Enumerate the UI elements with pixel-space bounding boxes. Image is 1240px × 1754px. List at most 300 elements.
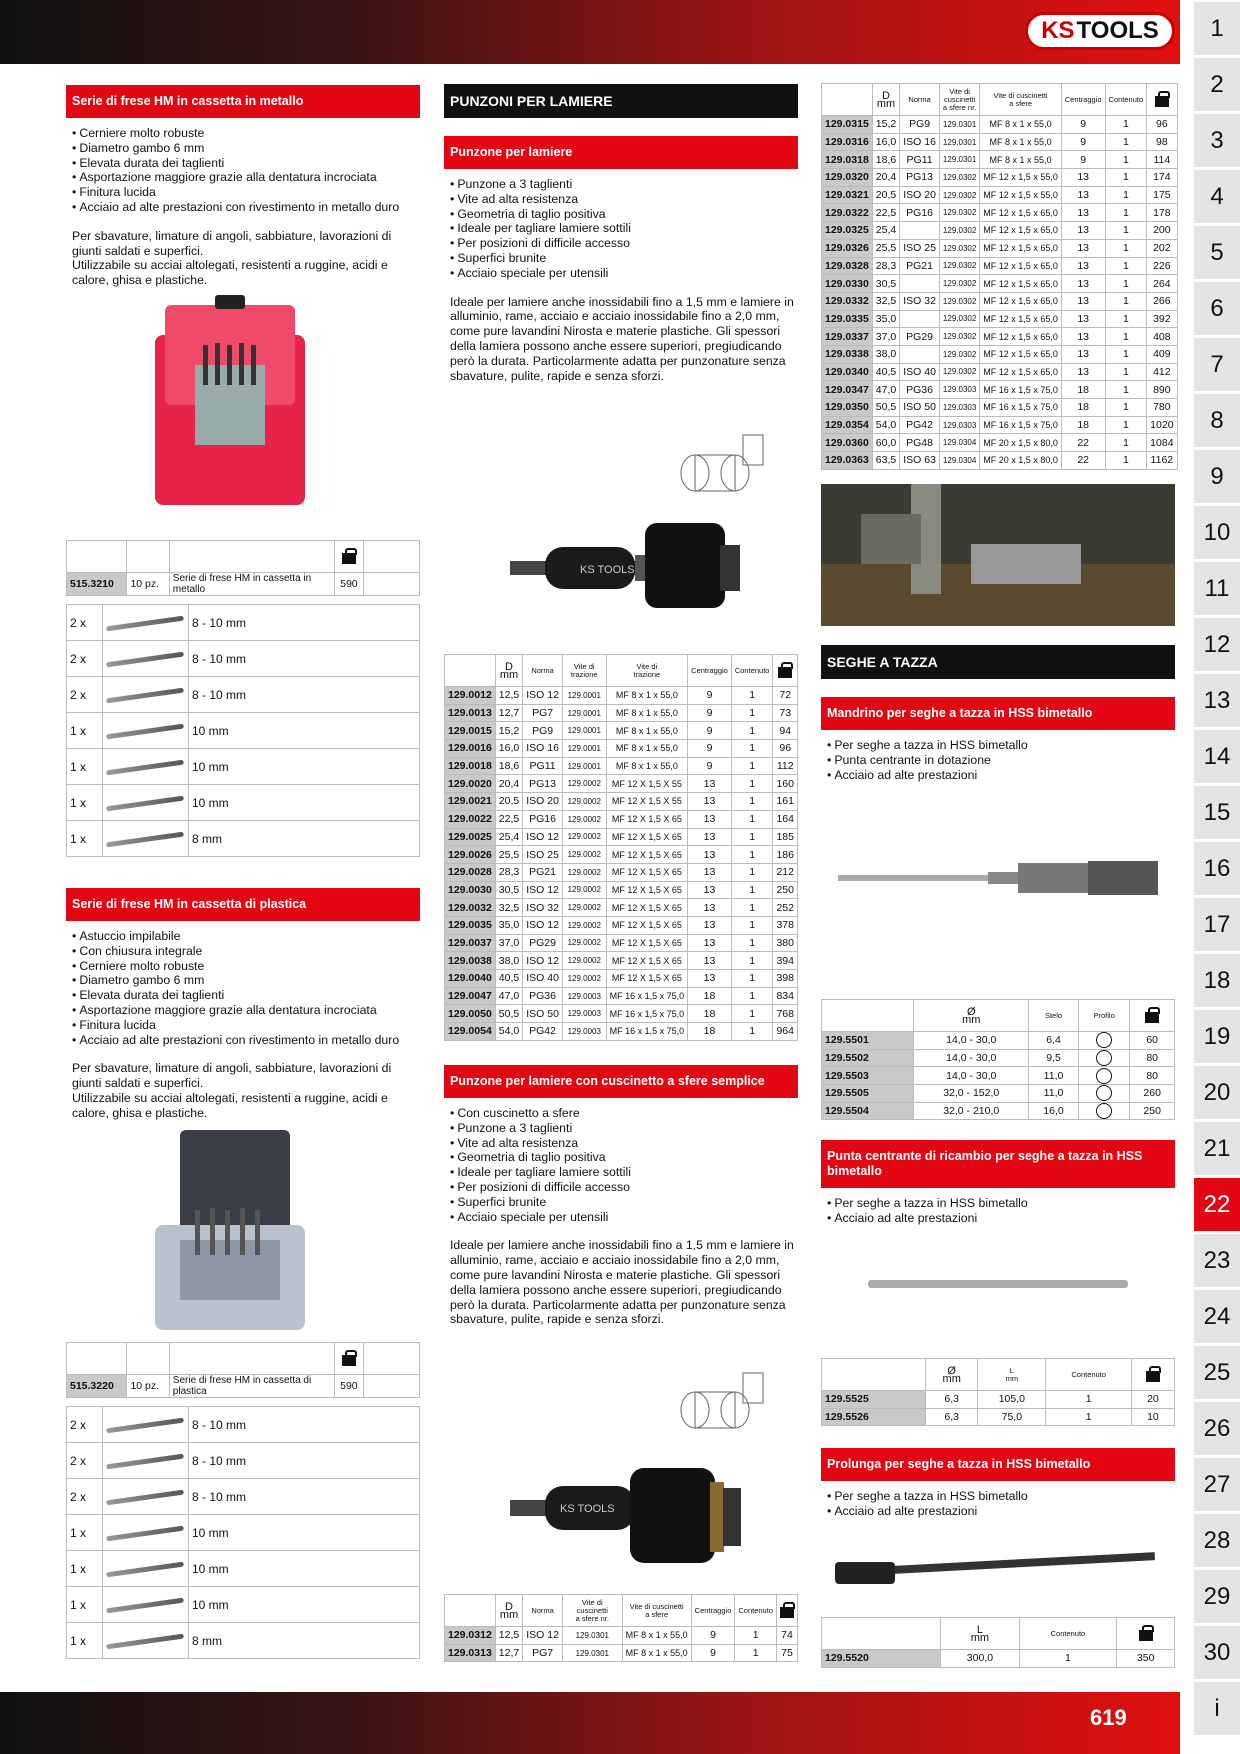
cell-2: PG16 (523, 810, 563, 828)
cell-6: 1 (731, 793, 773, 811)
cell-6: 1 (1105, 133, 1147, 151)
cell-5: 9 (688, 722, 732, 740)
item-image (103, 1479, 189, 1515)
cell-7: 186 (773, 846, 798, 864)
cell-4: MF 8 x 1 x 55,0 (980, 133, 1062, 151)
cell-7: 226 (1147, 257, 1177, 275)
cell-0: 129.0337 (822, 328, 873, 346)
tab-11[interactable]: 11 (1194, 562, 1240, 615)
cell-1: 15,2 (872, 116, 899, 134)
tab-16[interactable]: 16 (1194, 842, 1240, 895)
cell-6: 1 (1105, 222, 1147, 240)
cell-0: 129.0016 (445, 740, 496, 758)
item-image (103, 1551, 189, 1587)
item-qty: 1 x (67, 749, 103, 785)
cell-1: 6,3 (926, 1408, 978, 1426)
cell-0: 129.0330 (822, 275, 873, 293)
header-cell: Vite di cuscinetti a sfere nr. (939, 84, 979, 116)
cell-shank: 11,0 (1029, 1085, 1079, 1103)
cell-1: 28,3 (872, 257, 899, 275)
cell-0: 129.0316 (822, 133, 873, 151)
burr-icon (106, 831, 184, 847)
cell-7: 202 (1147, 239, 1177, 257)
right-table1-wrap (821, 83, 1175, 470)
cell-0: 129.0360 (822, 434, 873, 452)
header-cell: Profilo (1078, 1000, 1129, 1032)
punch-bearing-table-2 (821, 83, 1178, 470)
table-row (445, 881, 798, 899)
cell-7: 964 (773, 1023, 798, 1041)
table-row (445, 1644, 798, 1662)
cell-0: 129.0347 (822, 381, 873, 399)
cell-2: PG9 (900, 116, 940, 134)
bullet-item: • Per posizioni di difficile accesso (450, 236, 798, 251)
table-row (822, 1391, 1175, 1409)
table-row (67, 713, 420, 749)
table-row (445, 899, 798, 917)
tab-5[interactable]: 5 (1194, 226, 1240, 279)
cell-2: ISO 12 (523, 687, 563, 705)
tab-15[interactable]: 15 (1194, 786, 1240, 839)
cell-3: 129.0304 (939, 452, 979, 470)
tab-21[interactable]: 21 (1194, 1122, 1240, 1175)
cell-5: 18 (688, 1005, 732, 1023)
tab-26[interactable]: 26 (1194, 1402, 1240, 1455)
cell-5: 13 (688, 934, 732, 952)
cell-4: 20 (1131, 1391, 1174, 1409)
table-row (822, 204, 1178, 222)
section-title: Prolunga per seghe a tazza in HSS bimetallo (821, 1448, 1175, 1481)
cell-7: 178 (1147, 204, 1177, 222)
burr-icon (106, 1597, 184, 1613)
cell-3: 129.0302 (939, 257, 979, 275)
cell-7: 378 (773, 916, 798, 934)
cell-6: 1 (1105, 416, 1147, 434)
table-row (822, 1067, 1175, 1085)
cell-0: 129.0325 (822, 222, 873, 240)
right-column-2 (821, 645, 1175, 782)
tab-8[interactable]: 8 (1194, 394, 1240, 447)
header-weight (777, 1595, 798, 1627)
cell-2: ISO 50 (523, 1005, 563, 1023)
cell-7: 1084 (1147, 434, 1177, 452)
cell-3: 129.0002 (562, 775, 606, 793)
cell-5: 13 (688, 828, 732, 846)
cell-1: 30,5 (495, 881, 522, 899)
bullet-item: • Superfici brunite (450, 251, 798, 266)
tab-17[interactable]: 17 (1194, 898, 1240, 951)
cell-1: 28,3 (495, 863, 522, 881)
bullet-item: • Per posizioni di difficile accesso (450, 1180, 798, 1195)
cell-2 (900, 345, 940, 363)
table-row (445, 704, 798, 722)
tab-7[interactable]: 7 (1194, 338, 1240, 391)
cell-3: 129.0001 (562, 687, 606, 705)
cell-4: MF 12 X 1,5 X 65 (606, 846, 688, 864)
bullet-list (444, 1106, 798, 1224)
bullet-item: • Vite ad alta resistenza (450, 192, 798, 207)
product-table (66, 540, 420, 596)
cell-6: 1 (1105, 381, 1147, 399)
bullet-list (66, 126, 420, 215)
burr-icon (106, 1561, 184, 1577)
cell-4: MF 8 x 1 x 55,0 (980, 116, 1062, 134)
cell-4: MF 16 x 1,5 x 75,0 (980, 416, 1062, 434)
cell-5: 13 (1061, 222, 1105, 240)
bullet-item: • Elevata durata dei taglienti (72, 156, 420, 171)
cell-code: 129.5501 (822, 1032, 914, 1050)
cell-3: 129.0001 (562, 722, 606, 740)
table-row (445, 687, 798, 705)
cell-1: 37,0 (872, 328, 899, 346)
cell-2: PG11 (900, 151, 940, 169)
cell-diameter: 14,0 - 30,0 (914, 1032, 1029, 1050)
table-row (445, 828, 798, 846)
cell-0: 129.0332 (822, 292, 873, 310)
cell-weight: 80 (1130, 1049, 1175, 1067)
table-row (822, 1049, 1175, 1067)
bullet-item: • Con cuscinetto a sfere (450, 1106, 798, 1121)
cell-3: 129.0003 (562, 1023, 606, 1041)
chapter-tabs (1194, 0, 1240, 1754)
cell-0: 129.5525 (822, 1391, 926, 1409)
cell-1: 63,5 (872, 452, 899, 470)
tab-3[interactable]: 3 (1194, 114, 1240, 167)
tab-12[interactable]: 12 (1194, 618, 1240, 671)
cell-0: 129.0026 (445, 846, 496, 864)
item-size: 8 mm (189, 821, 420, 857)
cell-1: 18,6 (495, 757, 522, 775)
table-row (822, 399, 1178, 417)
cell-4: MF 12 x 1,5 x 65,0 (980, 257, 1062, 275)
cell-0: 129.0321 (822, 186, 873, 204)
weight-icon (1155, 91, 1169, 107)
cell-5: 13 (688, 881, 732, 899)
section-title: Mandrino per seghe a tazza in HSS bimetallo (821, 697, 1175, 730)
table-row (445, 1023, 798, 1041)
tab-6[interactable]: 6 (1194, 282, 1240, 335)
cell-6: 1 (1105, 434, 1147, 452)
cell-2: PG48 (900, 434, 940, 452)
cell-2 (900, 222, 940, 240)
table-header (445, 655, 798, 687)
cell-3: 129.0001 (562, 757, 606, 775)
tab-27[interactable]: 27 (1194, 1458, 1240, 1511)
bullet-item: • Finitura lucida (72, 1018, 420, 1033)
header-cell: Stelo (1029, 1000, 1079, 1032)
cell-5: 9 (1061, 151, 1105, 169)
cell-4: MF 12 x 1,5 x 55,0 (980, 169, 1062, 187)
cell-6: 1 (731, 846, 773, 864)
cell-3: 129.0302 (939, 275, 979, 293)
section-title: Punzone per lamiere (444, 136, 798, 169)
cell-5: 9 (691, 1644, 735, 1662)
cell-2: PG21 (900, 257, 940, 275)
weight-icon (1146, 1366, 1160, 1382)
cell-6: 1 (731, 934, 773, 952)
cell-2: ISO 20 (523, 793, 563, 811)
section-title: Punta centrante di ricambio per seghe a tazza in HSS bimetallo (821, 1140, 1175, 1188)
cell-3: 129.0302 (939, 292, 979, 310)
cell-diameter: 32,0 - 152,0 (914, 1085, 1029, 1103)
cell-3: 129.0002 (562, 828, 606, 846)
table-row (822, 363, 1178, 381)
cell-7: 394 (773, 952, 798, 970)
workshop-photo (821, 484, 1175, 626)
header-cell: Vite di cuscinetti a sfere (622, 1595, 691, 1627)
cell-3: 129.0002 (562, 863, 606, 881)
cell-3: 129.0002 (562, 916, 606, 934)
cell-7: 212 (773, 863, 798, 881)
cell-1: 35,0 (872, 310, 899, 328)
tab-23[interactable]: 23 (1194, 1234, 1240, 1287)
weight-icon (1145, 1007, 1159, 1023)
burr-icon (106, 795, 184, 811)
product-desc: Serie di frese HM in cassetta in metallo (169, 573, 334, 596)
tab-10[interactable]: 10 (1194, 506, 1240, 559)
cell-5: 13 (1061, 363, 1105, 381)
cell-profile (1078, 1067, 1129, 1085)
tab-13[interactable]: 13 (1194, 674, 1240, 727)
tab-19[interactable]: 19 (1194, 1010, 1240, 1063)
cell-4: MF 12 x 1,5 x 65,0 (980, 292, 1062, 310)
cell-7: 160 (773, 775, 798, 793)
cell-4: MF 12 X 1,5 X 65 (606, 934, 688, 952)
tab-24[interactable]: 24 (1194, 1290, 1240, 1343)
tab-1[interactable]: 1 (1194, 2, 1240, 55)
cell-7: 834 (773, 987, 798, 1005)
tab-2[interactable]: 2 (1194, 58, 1240, 111)
bullet-item: • Diametro gambo 6 mm (72, 141, 420, 156)
table-row (445, 1627, 798, 1645)
cell-7: 408 (1147, 328, 1177, 346)
cell-0: 129.0030 (445, 881, 496, 899)
ks-tools-logo: KS TOOLS (1025, 12, 1175, 50)
table-row (822, 222, 1178, 240)
cell-2: 1 (1019, 1650, 1117, 1668)
item-image (103, 1623, 189, 1659)
tab-25[interactable]: 25 (1194, 1346, 1240, 1399)
extension-table (821, 1617, 1175, 1668)
cell-7: 264 (1147, 275, 1177, 293)
set-content-table (66, 1406, 420, 1659)
cell-code: 129.5502 (822, 1049, 914, 1067)
cell-4: MF 8 x 1 x 55,0 (622, 1627, 691, 1645)
cell-3: 129.0002 (562, 970, 606, 988)
header-cell: D mm (872, 84, 899, 116)
cell-weight: 260 (1130, 1085, 1175, 1103)
pilot-drill-photo (868, 1272, 1128, 1296)
cell-3: 129.0302 (939, 310, 979, 328)
bullet-item: • Diametro gambo 6 mm (72, 973, 420, 988)
cell-7: 112 (773, 757, 798, 775)
tab-28[interactable]: 28 (1194, 1514, 1240, 1567)
cell-0: 129.5526 (822, 1408, 926, 1426)
item-qty: 2 x (67, 677, 103, 713)
item-image (103, 1587, 189, 1623)
cell-3: 129.0002 (562, 846, 606, 864)
cell-1: 12,5 (495, 687, 522, 705)
cell-1: 25,4 (495, 828, 522, 846)
tab-30[interactable]: 30 (1194, 1626, 1240, 1679)
table-row (445, 757, 798, 775)
bullet-item: • Asportazione maggiore grazie alla dentatura incrociata (72, 170, 420, 185)
cell-4: MF 12 x 1,5 x 65,0 (980, 222, 1062, 240)
left-column (66, 85, 420, 288)
punch-table (444, 654, 798, 1041)
left-table1-wrap (66, 540, 420, 857)
cell-1: 32,5 (872, 292, 899, 310)
item-qty: 1 x (67, 1623, 103, 1659)
product-qty: 10 pz. (127, 1375, 169, 1398)
table-row (445, 793, 798, 811)
product-qty: 10 pz. (127, 573, 169, 596)
table-row (445, 775, 798, 793)
table-header (822, 1618, 1175, 1650)
cell-0: 129.0350 (822, 399, 873, 417)
middle-column (444, 84, 798, 383)
item-size: 8 - 10 mm (189, 1443, 420, 1479)
cell-0: 129.0315 (822, 116, 873, 134)
cell-5: 13 (1061, 169, 1105, 187)
cell-0: 129.5520 (822, 1650, 941, 1668)
cell-0: 129.0338 (822, 345, 873, 363)
product-weight: 590 (334, 573, 363, 596)
cell-3: 129.0303 (939, 416, 979, 434)
product-desc: Serie di frese HM in cassetta di plastica (169, 1375, 334, 1398)
item-size: 10 mm (189, 749, 420, 785)
top-banner (0, 0, 1180, 64)
right-table4-wrap (821, 1617, 1175, 1668)
table-row (822, 345, 1178, 363)
cell-2: PG29 (523, 934, 563, 952)
cell-6: 1 (735, 1627, 777, 1645)
cell-2: PG16 (900, 204, 940, 222)
cell-6: 1 (731, 740, 773, 758)
cell-1: 38,0 (495, 952, 522, 970)
tab-18[interactable]: 18 (1194, 954, 1240, 1007)
item-qty: 1 x (67, 1587, 103, 1623)
bullet-item: • Con chiusura integrale (72, 944, 420, 959)
cell-3: 129.0302 (939, 186, 979, 204)
cell-6: 1 (735, 1644, 777, 1662)
header-cell: D mm (495, 655, 522, 687)
cell-7: 73 (773, 704, 798, 722)
cell-1: 25,4 (872, 222, 899, 240)
tab-i[interactable]: i (1194, 1682, 1240, 1735)
table-header (822, 1359, 1175, 1391)
bullet-item: • Acciaio ad alte prestazioni (827, 1211, 1175, 1226)
burr-icon (106, 759, 184, 775)
table-row (822, 292, 1178, 310)
bullet-item: • Vite ad alta resistenza (450, 1136, 798, 1151)
cell-4: MF 12 x 1,5 x 65,0 (980, 239, 1062, 257)
tab-20[interactable]: 20 (1194, 1066, 1240, 1119)
cell-2: ISO 12 (523, 1627, 563, 1645)
cell-4: MF 12 X 1,5 X 65 (606, 916, 688, 934)
product-weight: 590 (334, 1375, 363, 1398)
cell-2: ISO 16 (523, 740, 563, 758)
burr-icon (106, 1417, 184, 1433)
punch-bearing-table (444, 1594, 798, 1662)
cell-2: PG11 (523, 757, 563, 775)
tab-14[interactable]: 14 (1194, 730, 1240, 783)
cell-7: 409 (1147, 345, 1177, 363)
table-row (822, 116, 1178, 134)
cell-5: 13 (1061, 310, 1105, 328)
table-row (822, 1408, 1175, 1426)
cell-6: 1 (731, 810, 773, 828)
tab-22[interactable]: 22 (1194, 1178, 1240, 1231)
table-row (822, 133, 1178, 151)
punch-label: KS TOOLS (560, 1503, 615, 1515)
cell-6: 1 (1105, 345, 1147, 363)
cell-2: ISO 63 (900, 452, 940, 470)
cell-2: PG7 (523, 704, 563, 722)
cell-3: 1 (1046, 1408, 1131, 1426)
header-cell: Vite di trazione (562, 655, 606, 687)
table-row (67, 821, 420, 857)
cell-0: 129.0363 (822, 452, 873, 470)
cell-3: 129.0301 (562, 1627, 622, 1645)
table-row (822, 416, 1178, 434)
bullet-item: • Acciaio ad alte prestazioni (827, 1504, 1175, 1519)
chapter-heading: PUNZONI PER LAMIERE (444, 84, 798, 118)
bullet-list (821, 1196, 1175, 1226)
bullet-list (66, 929, 420, 1047)
cell-6: 1 (731, 863, 773, 881)
table-row (445, 1005, 798, 1023)
extension-photo (835, 1540, 1165, 1600)
cell-6: 1 (731, 916, 773, 934)
cell-2: 75,0 (978, 1408, 1046, 1426)
cell-4: MF 12 X 1,5 X 65 (606, 952, 688, 970)
burr-icon (106, 1633, 184, 1649)
cell-2: ISO 50 (900, 399, 940, 417)
table-row (67, 1407, 420, 1443)
cell-4: MF 12 X 1,5 X 65 (606, 970, 688, 988)
table-row (445, 810, 798, 828)
tab-29[interactable]: 29 (1194, 1570, 1240, 1623)
header-cell: Norma (523, 655, 563, 687)
cell-3: 129.0302 (939, 239, 979, 257)
cell-4: MF 12 X 1,5 X 55 (606, 775, 688, 793)
cell-5: 18 (1061, 416, 1105, 434)
cell-6: 1 (1105, 275, 1147, 293)
cell-6: 1 (1105, 292, 1147, 310)
header-cell: Vite di trazione (606, 655, 688, 687)
cell-3: 129.0002 (562, 952, 606, 970)
header-weight (1131, 1359, 1174, 1391)
tab-4[interactable]: 4 (1194, 170, 1240, 223)
right-table3-wrap (821, 1358, 1175, 1426)
cell-7: 174 (1147, 169, 1177, 187)
item-size: 10 mm (189, 1587, 420, 1623)
cell-3: 129.0302 (939, 363, 979, 381)
tab-9[interactable]: 9 (1194, 450, 1240, 503)
header-cell: D mm (495, 1595, 522, 1627)
cell-7: 164 (773, 810, 798, 828)
hex-profile-icon (1096, 1085, 1112, 1101)
cell-1: 37,0 (495, 934, 522, 952)
table-row (445, 970, 798, 988)
table-row (67, 677, 420, 713)
left-column-2 (66, 888, 420, 1121)
cell-0: 129.0312 (445, 1627, 496, 1645)
bullet-item: • Geometria di taglio positiva (450, 1150, 798, 1165)
cell-5: 13 (688, 775, 732, 793)
cell-0: 129.0328 (822, 257, 873, 275)
